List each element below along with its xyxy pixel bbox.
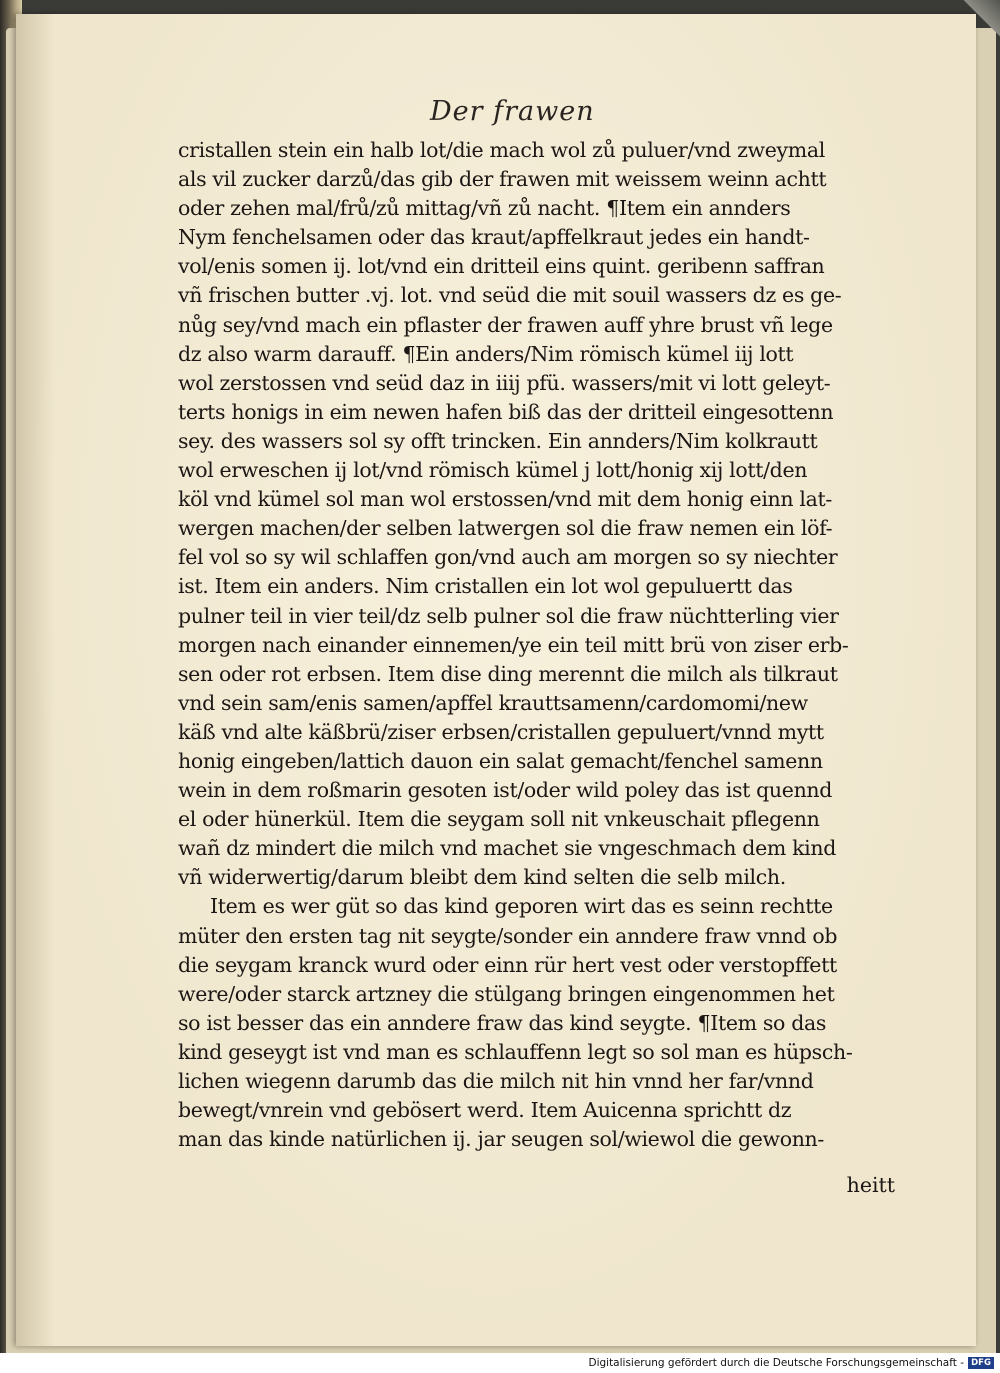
text-line: wein in dem roßmarin gesoten ist/oder wild poley das ist quennd bbox=[178, 778, 833, 803]
text-line: müter den ersten tag nit seygte/sonder ein anndere fraw vnnd ob bbox=[178, 923, 838, 948]
text-line: fel vol so sy wil schlaffen gon/vnd auch am morgen so sy niechter bbox=[178, 545, 838, 570]
text-line: lichen wiegenn darumb das die milch nit hin vnnd her far/vnnd bbox=[178, 1069, 814, 1093]
text-line: morgen nach einander einnemen/ye ein teil mitt brü von ziser erb- bbox=[178, 632, 849, 657]
text-line: oder zehen mal/frů/zů mittag/vñ zů nacht. ¶Item ein annders bbox=[178, 196, 791, 221]
text-line: so ist besser das ein anndere fraw das kind seygte. ¶Item so das bbox=[178, 1010, 827, 1035]
text-line: were/oder starck artzney die stülgang bringen eingenommen het bbox=[178, 981, 835, 1006]
text-line: wergen machen/der selben latwergen sol die fraw nemen ein löf- bbox=[178, 516, 833, 541]
text-line: Nym fenchelsamen oder das kraut/apffelkraut jedes ein handt- bbox=[178, 225, 810, 250]
text-line: vñ widerwertig/darum bleibt dem kind selten die selb milch. bbox=[178, 865, 786, 890]
text-line: wol zerstossen vnd seüd daz in iiij pfü. wassers/mit vi lott geleyt- bbox=[178, 370, 831, 395]
text-line: die seygam kranck wurd oder einn rür hert vest oder verstopffett bbox=[178, 952, 837, 977]
funding-credit: Digitalisierung gefördert durch die Deutsche Forschungsgemeinschaft - bbox=[588, 1357, 964, 1369]
text-line: wañ dz mindert die milch vnd machet sie vngeschmach dem kind bbox=[178, 836, 837, 861]
text-line: bewegt/vnrein vnd gebösert werd. Item Auicenna sprichtt dz bbox=[178, 1098, 792, 1123]
text-line: honig eingeben/lattich dauon ein salat gemacht/fenchel samenn bbox=[178, 748, 823, 773]
catchword: heitt bbox=[846, 1173, 895, 1197]
text-line: terts honigs in eim newen hafen biß das der dritteil eingesottenn bbox=[178, 399, 834, 424]
running-head: Der frawen bbox=[430, 96, 595, 127]
text-line: man das kinde natürlichen ij. jar seugen sol/wiewol die gewonn- bbox=[178, 1127, 824, 1152]
text-line: el oder hünerkül. Item die seygam soll nit vnkeuschait pflegenn bbox=[178, 807, 820, 832]
text-line: dz also warm darauff. ¶Ein anders/Nim römisch kümel iij lott bbox=[178, 341, 794, 366]
text-line: käß vnd alte käßbrü/ziser erbsen/cristallen gepuluert/vnnd mytt bbox=[178, 719, 824, 744]
text-line: vnd sein sam/enis samen/apffel krauttsamenn/cardomomi/new bbox=[178, 690, 808, 715]
text-line: ist. Item ein anders. Nim cristallen ein lot wol gepuluertt das bbox=[178, 574, 793, 599]
footer-bar bbox=[0, 1353, 1000, 1373]
text-line: kind geseygt ist vnd man es schlauffenn legt so sol man es hüpsch- bbox=[178, 1039, 853, 1064]
text-line: vñ frischen butter .vj. lot. vnd seüd die mit souil wassers dz es ge- bbox=[178, 283, 842, 308]
text-line: sey. des wassers sol sy offt trincken. Ein annders/Nim kolkrautt bbox=[178, 428, 818, 453]
text-line: cristallen stein ein halb lot/die mach wol zů puluer/vnd zweymal bbox=[178, 138, 825, 162]
text-line: nůg sey/vnd mach ein pflaster der frawen auff yhre brust vñ lege bbox=[178, 312, 833, 337]
body-text bbox=[178, 136, 896, 1154]
dfg-logo: DFG bbox=[968, 1357, 994, 1369]
text-line: wol erweschen ij lot/vnd römisch kümel j lott/honig xij lott/den bbox=[178, 458, 808, 483]
text-line: köl vnd kümel sol man wol erstossen/vnd mit dem honig einn lat- bbox=[178, 487, 832, 512]
text-line: sen oder rot erbsen. Item dise ding merennt die milch als tilkraut bbox=[178, 661, 838, 686]
text-line: als vil zucker darzů/das gib der frawen mit weissem weinn achtt bbox=[178, 167, 827, 192]
text-line: Item es wer güt so das kind geporen wirt das es seinn rechtte bbox=[210, 894, 833, 919]
text-line: vol/enis somen ij. lot/vnd ein dritteil eins quint. geribenn saffran bbox=[178, 254, 825, 279]
text-line: pulner teil in vier teil/dz selb pulner sol die fraw nüchtterling vier bbox=[178, 603, 839, 628]
scanner-corner bbox=[960, 0, 1000, 40]
